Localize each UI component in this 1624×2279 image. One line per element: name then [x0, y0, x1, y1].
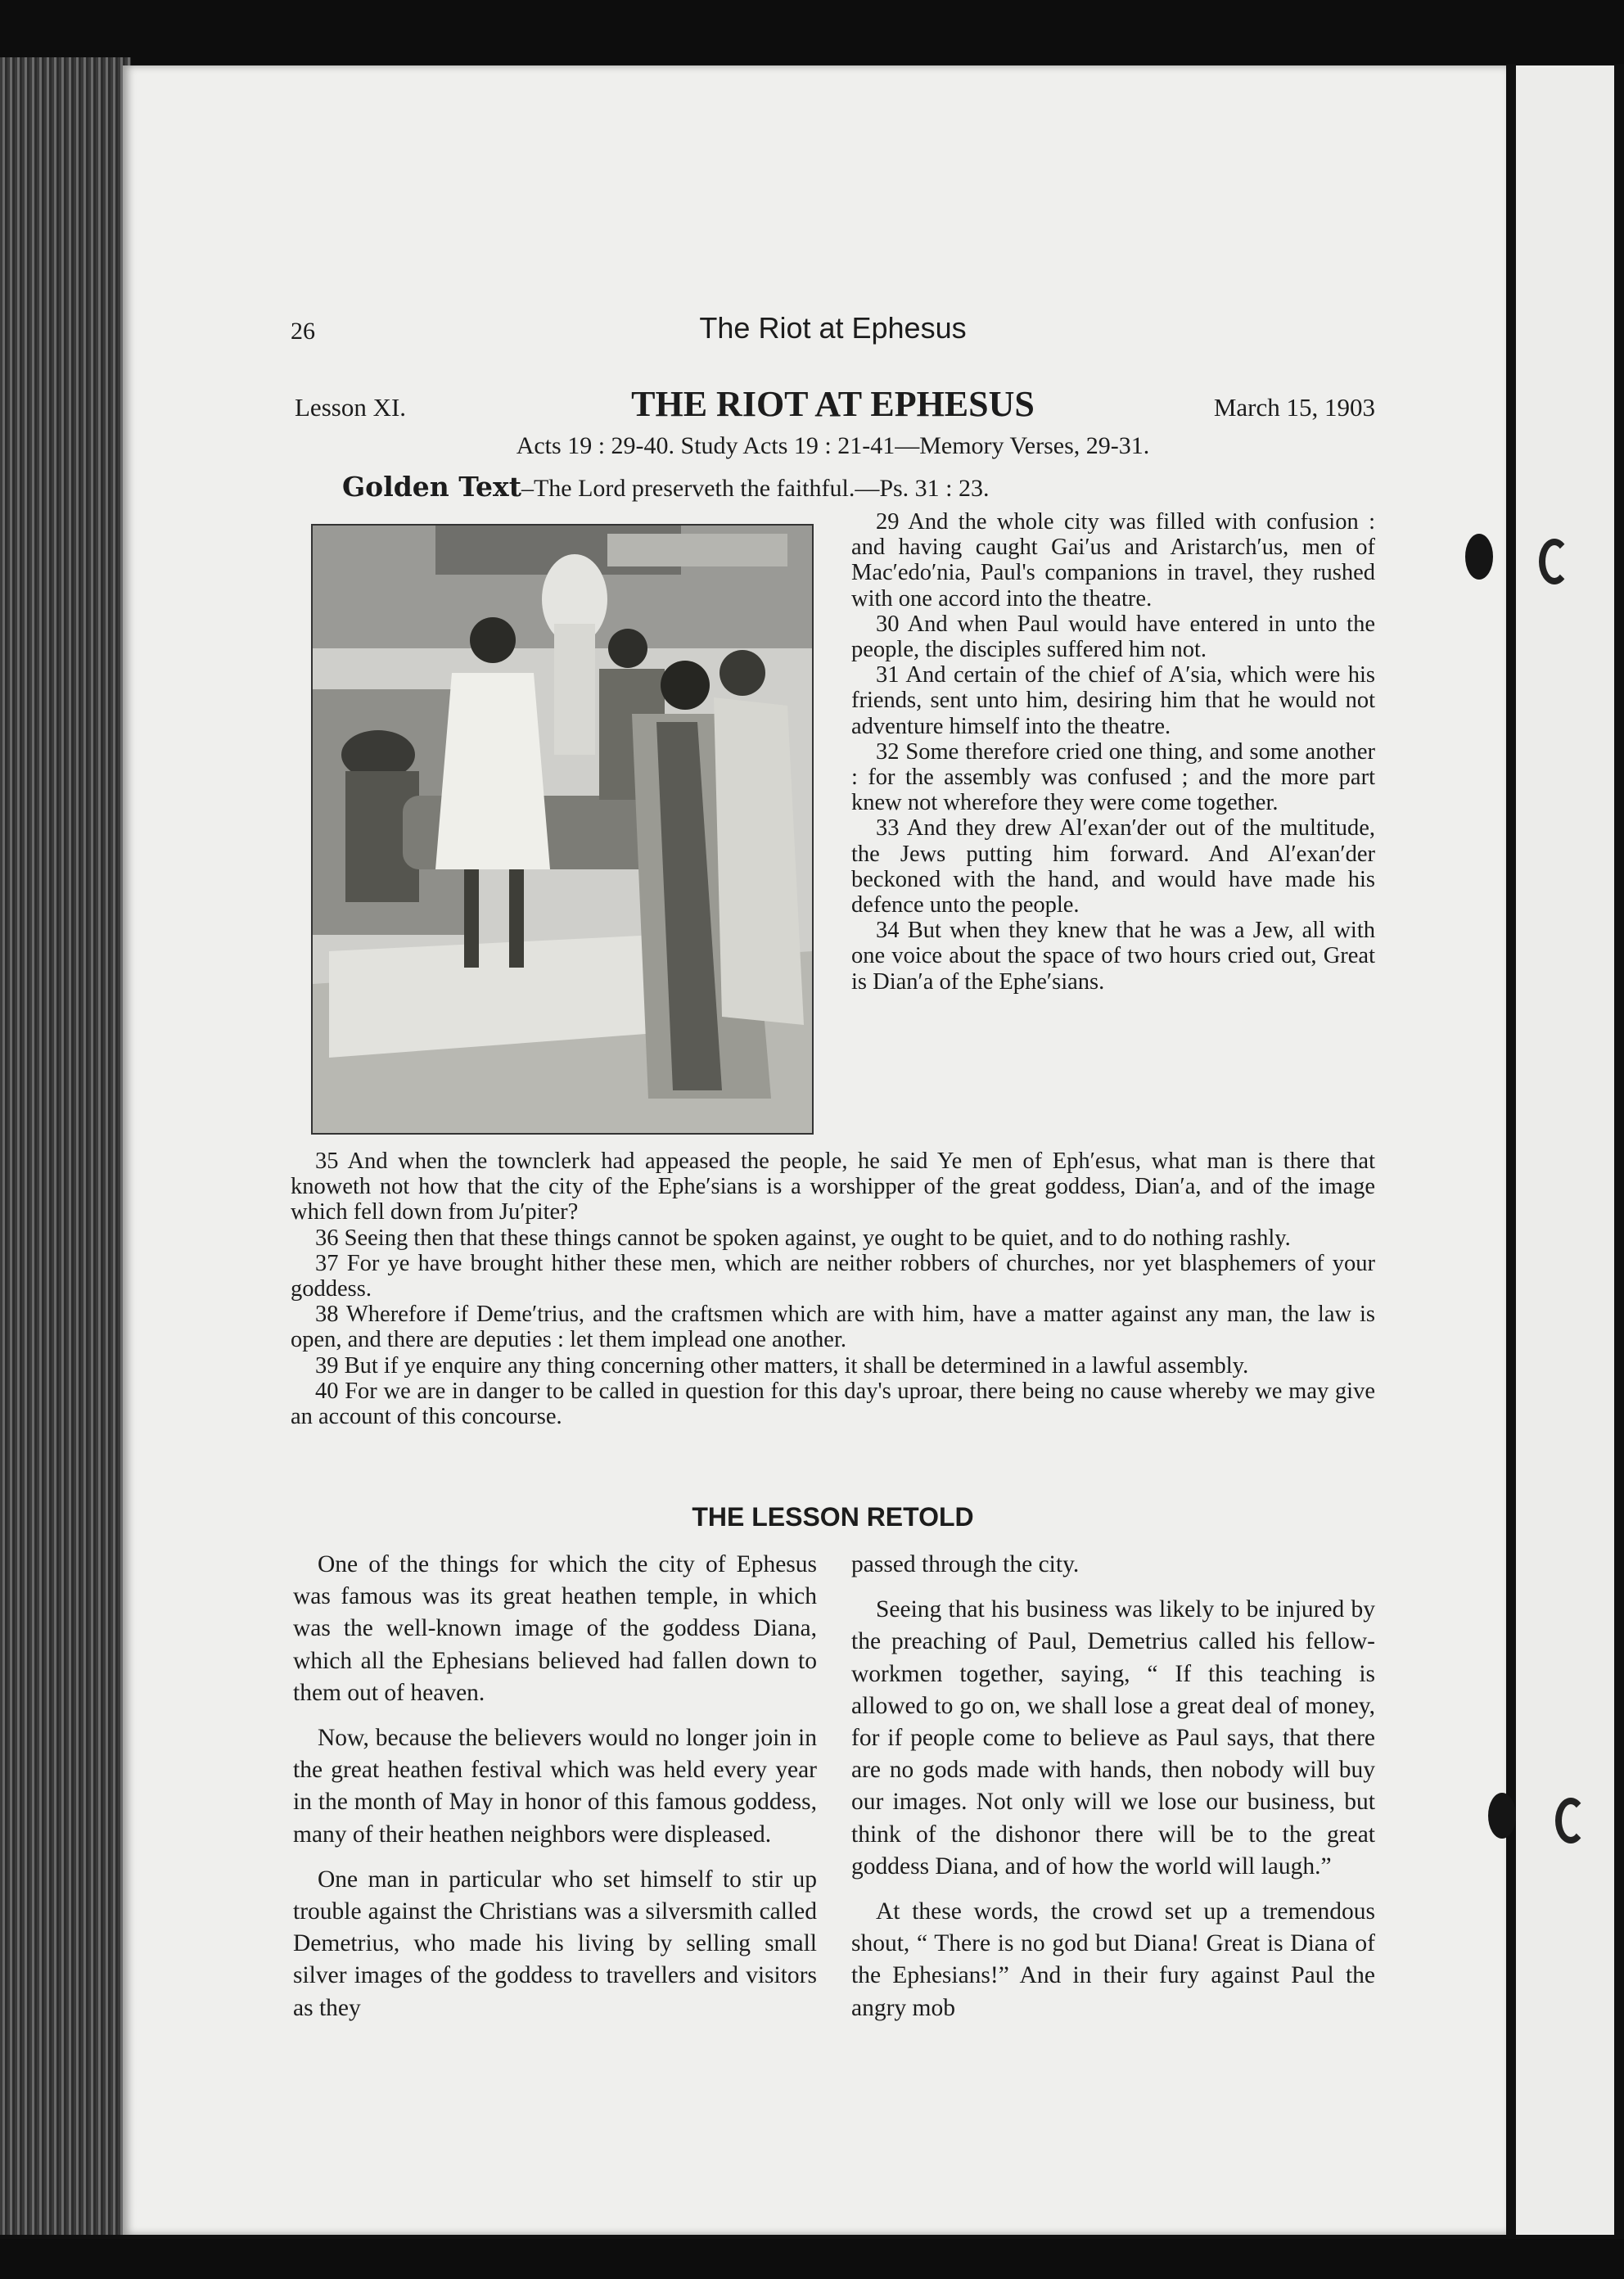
verse: 29 And the whole city was filled with confusion : and having caught Gai′us and Aristarch′us, men of Mac′edo′nia, Paul's companions in travel, they rushed with one accord into the theatre. — [851, 509, 1375, 611]
scan-top-border — [0, 0, 1624, 64]
verse: 31 And certain of the chief of A′sia, which were his friends, sent unto him, desiring him that he would not adventure himself into the theatre. — [851, 662, 1375, 739]
section-heading: THE LESSON RETOLD — [692, 1502, 974, 1532]
paragraph: Seeing that his business was likely to be injured by the preaching of Paul, Demetrius called his fellow-workmen together, saying, “ If this teaching is allowed to go on, we shall lose a great deal of money, for if people come to believe as Paul says, that there are no gods made with hands, then nobody will buy our images. Not only will we lose our business, but think of the dishonor there will be to the great goddess Diana, and of how the world will laugh.” — [851, 1596, 1375, 1880]
binding-hole-icon — [1465, 534, 1493, 580]
verse: 36 Seeing then that these things cannot be spoken against, ye ought to be quiet, and to do nothing rashly. — [315, 1225, 1291, 1251]
scripture-references: Acts 19 : 29-40. Study Acts 19 : 21-41—Memory Verses, 29-31. — [516, 432, 1150, 459]
verse: 30 And when Paul would have entered in unto the people, the disciples suffered him not. — [851, 611, 1375, 663]
binding-hole-icon — [1488, 1793, 1516, 1839]
binding-hole-icon — [1539, 539, 1570, 584]
verse: 40 For we are in danger to be called in question for this day's uproar, there being no cause whereby we may give an account of this concourse. — [291, 1378, 1375, 1430]
running-header — [291, 311, 1375, 360]
verse: 39 But if ye enquire any thing concerning other matters, it shall be determined in a lawful assembly. — [315, 1352, 1249, 1379]
illustration-image — [313, 526, 812, 1133]
lesson-illustration — [311, 524, 814, 1135]
page-number: 26 — [291, 318, 315, 345]
verse: 38 Wherefore if Deme′trius, and the craftsmen which are with him, have a matter against any man, the law is open, and there are deputies : let them implead one another. — [291, 1302, 1375, 1353]
verse: 32 Some therefore cried one thing, and some another : for the assembly was confused ; and the more part knew not wherefore they were come together. — [851, 738, 1375, 816]
paragraph: At these words, the crowd set up a tremendous shout, “ There is no god but Diana! Great is Diana of the Ephesians!” And in their fury against Paul the angry mob — [851, 1898, 1375, 2021]
verse: 35 And when the townclerk had appeased the people, he said Ye men of Eph′esus, what man is there that knoweth not how that the city of the Ephe′sians is a worshipper of the great goddess, Dian′a, and of the image which fell down from Ju′piter? — [291, 1149, 1375, 1225]
binding-hole-icon — [1555, 1798, 1586, 1844]
lesson-date: March 15, 1903 — [1213, 393, 1375, 422]
verse: 33 And they drew Al′exan′der out of the multitude, the Jews putting him forward. And Al′exan′der beckoned with the hand, and would have made his defence unto the people. — [851, 815, 1375, 918]
lesson-heading — [291, 383, 1375, 432]
lesson-title: THE RIOT AT EPHESUS — [631, 384, 1035, 424]
book-page-edges — [0, 57, 131, 2235]
scan-bottom-border — [0, 2239, 1624, 2279]
golden-text — [342, 471, 1374, 503]
verses-full-width — [291, 1149, 1375, 1429]
verse: 37 For ye have brought hither these men, which are neither robbers of churches, nor yet blasphemers of your goddess. — [291, 1250, 1375, 1302]
paragraph: Now, because the believers would no longer join in the great heathen festival which was held every year in the month of May in honor of this famous goddess, many of their heathen neighbors were displeased. — [293, 1725, 817, 1848]
adjacent-page-strip — [1516, 65, 1614, 2235]
retold-left-column — [293, 1549, 817, 2038]
paragraph: One of the things for which the city of Ephesus was famous was its great heathen temple, in which was the well-known image of the goddess Diana, which all the Ephesians believed had fallen down to them out of heaven. — [293, 1551, 817, 1706]
verse: 34 But when they knew that he was a Jew, all with one voice about the space of two hours cried out, Great is Dian′a of the Ephe′sians. — [851, 918, 1375, 995]
verses-beside-illustration — [851, 509, 1375, 995]
paragraph: passed through the city. — [851, 1551, 1080, 1577]
retold-right-column — [851, 1549, 1375, 2038]
golden-text-label: Golden Text — [342, 471, 521, 503]
running-title: The Riot at Ephesus — [699, 311, 967, 345]
lesson-number: Lesson XI. — [295, 393, 407, 422]
paragraph: One man in particular who set himself to stir up trouble against the Christians was a silversmith called Demetrius, who made his living by selling small silver images of the goddess to travellers and visitors as they — [293, 1866, 817, 2021]
golden-text-body: –The Lord preserveth the faithful.—Ps. 31 : 23. — [521, 475, 990, 502]
